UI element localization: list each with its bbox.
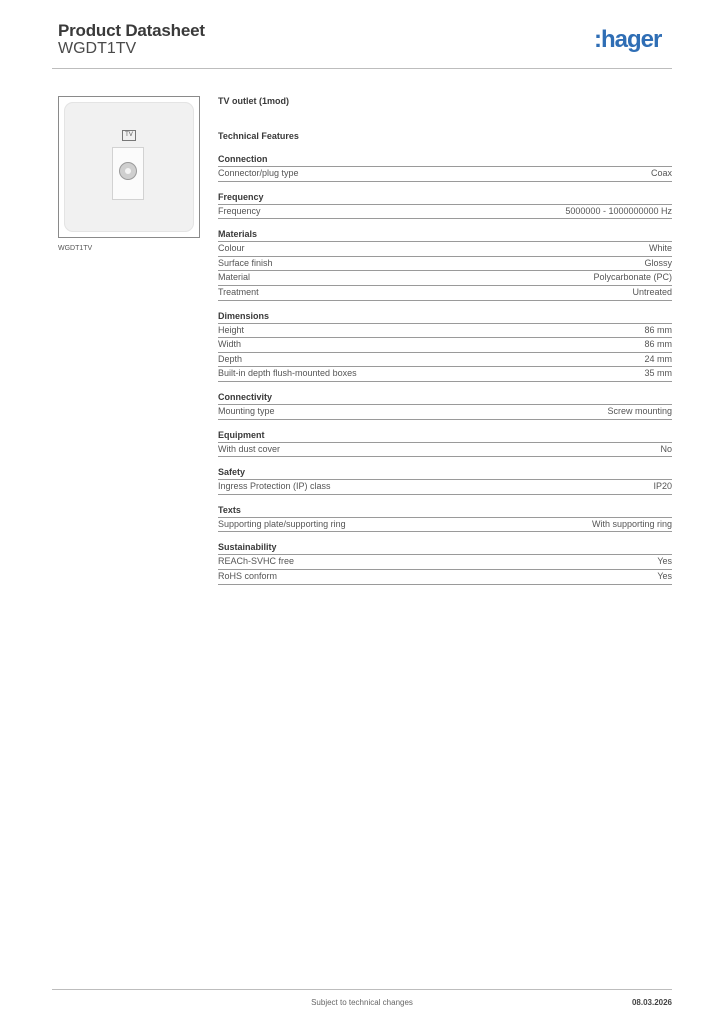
technical-features-heading: Technical Features bbox=[218, 131, 299, 141]
spec-row bbox=[218, 242, 672, 257]
section-title: Sustainability bbox=[218, 541, 672, 555]
spec-value: 86 mm bbox=[644, 339, 672, 350]
spec-row bbox=[218, 405, 672, 420]
footer-note: Subject to technical changes bbox=[311, 998, 413, 1007]
spec-value: IP20 bbox=[653, 481, 672, 492]
spec-section bbox=[218, 228, 672, 300]
section-title: Frequency bbox=[218, 191, 672, 205]
footer-date: 08.03.2026 bbox=[631, 998, 672, 1007]
spec-value: Yes bbox=[657, 556, 672, 567]
spec-label: Built-in depth flush-mounted boxes bbox=[218, 368, 357, 379]
spec-row bbox=[218, 205, 672, 220]
header-divider bbox=[52, 68, 672, 69]
coax-connector bbox=[112, 147, 144, 200]
spec-label: Frequency bbox=[218, 205, 261, 216]
spec-row bbox=[218, 324, 672, 339]
spec-value: With supporting ring bbox=[591, 518, 672, 529]
spec-label: Ingress Protection (IP) class bbox=[218, 481, 331, 492]
spec-value: No bbox=[660, 443, 672, 454]
spec-row bbox=[218, 570, 672, 585]
section-title: Texts bbox=[218, 504, 672, 518]
spec-section bbox=[218, 466, 672, 495]
spec-row bbox=[218, 257, 672, 272]
spec-value: Yes bbox=[657, 570, 672, 581]
spec-row bbox=[218, 443, 672, 458]
spec-value: 5000000 - 1000000000 Hz bbox=[565, 205, 672, 216]
spec-row bbox=[218, 367, 672, 382]
spec-section bbox=[218, 391, 672, 420]
product-image bbox=[58, 96, 200, 238]
spec-value: 24 mm bbox=[644, 353, 672, 364]
spec-label: Surface finish bbox=[218, 257, 273, 268]
spec-row bbox=[218, 353, 672, 368]
section-title: Safety bbox=[218, 466, 672, 480]
spec-value: Coax bbox=[650, 168, 672, 178]
spec-section bbox=[218, 191, 672, 220]
product-name: TV outlet (1mod) bbox=[218, 96, 289, 106]
outlet-plate bbox=[64, 102, 194, 232]
spec-label: With dust cover bbox=[218, 443, 281, 454]
spec-label: Colour bbox=[218, 243, 245, 254]
spec-value: 86 mm bbox=[644, 324, 672, 335]
spec-sections bbox=[218, 153, 672, 585]
spec-label: Material bbox=[218, 272, 251, 283]
spec-label: Supporting plate/supporting ring bbox=[218, 518, 346, 529]
spec-value: Polycarbonate (PC) bbox=[593, 272, 672, 283]
spec-value: White bbox=[648, 243, 672, 254]
spec-label: Connector/plug type bbox=[218, 168, 299, 178]
spec-section bbox=[218, 541, 672, 584]
section-title: Connectivity bbox=[218, 391, 672, 405]
spec-label: Height bbox=[218, 324, 245, 335]
spec-value: Untreated bbox=[632, 286, 672, 297]
section-title: Equipment bbox=[218, 429, 672, 443]
section-title: Materials bbox=[218, 228, 672, 242]
spec-value: Screw mounting bbox=[607, 405, 672, 416]
section-title: Connection bbox=[218, 153, 672, 167]
image-caption: WGDT1TV bbox=[58, 245, 93, 252]
section-title: Dimensions bbox=[218, 310, 672, 324]
spec-row bbox=[218, 480, 672, 495]
spec-row bbox=[218, 555, 672, 570]
spec-section bbox=[218, 153, 672, 182]
spec-content bbox=[218, 93, 672, 585]
spec-section bbox=[218, 504, 672, 533]
spec-value: Glossy bbox=[644, 257, 672, 268]
product-code: WGDT1TV bbox=[58, 40, 137, 57]
spec-label: Mounting type bbox=[218, 405, 275, 416]
spec-row bbox=[218, 167, 672, 182]
spec-row bbox=[218, 518, 672, 533]
tv-symbol-icon: TV bbox=[122, 130, 136, 141]
spec-label: Depth bbox=[218, 353, 243, 364]
spec-row bbox=[218, 338, 672, 353]
coax-socket-icon bbox=[119, 162, 137, 180]
spec-row bbox=[218, 271, 672, 286]
spec-label: RoHS conform bbox=[218, 570, 278, 581]
spec-section bbox=[218, 429, 672, 458]
footer-divider bbox=[52, 989, 672, 990]
spec-label: Width bbox=[218, 339, 242, 350]
spec-row bbox=[218, 286, 672, 301]
hager-logo: :hager bbox=[594, 26, 662, 53]
spec-label: REACh-SVHC free bbox=[218, 556, 295, 567]
spec-section bbox=[218, 310, 672, 382]
spec-value: 35 mm bbox=[644, 368, 672, 379]
spec-label: Treatment bbox=[218, 286, 259, 297]
page-title: Product Datasheet bbox=[58, 21, 205, 40]
